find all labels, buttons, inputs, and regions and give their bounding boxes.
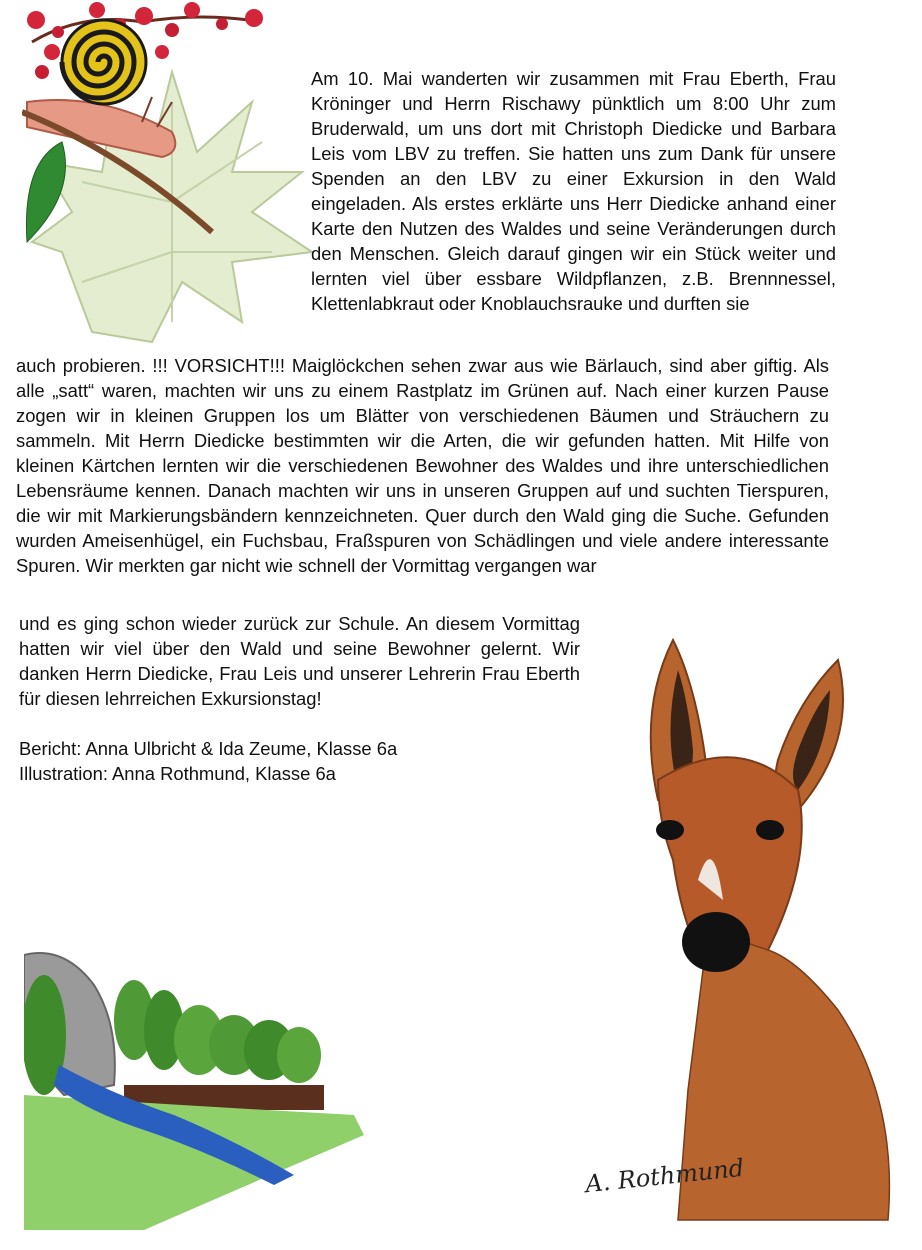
forest-river-illustration — [24, 945, 364, 1230]
credit-illustration: Illustration: Anna Rothmund, Klasse 6a — [19, 763, 336, 784]
deer-icon — [651, 640, 890, 1220]
meadow-icon — [24, 1095, 364, 1230]
article-paragraph-1: Am 10. Mai wanderten wir zusammen mit Frau Eberth, Frau Kröninger und Herrn Rischawy pünktlich um 8:00 Uhr zum Bruderwald, um uns dort mit Christoph Diedicke und Barbara Leis vom LBV zu treffen. Sie hatten uns zum Dank für unsere Spenden an den LBV zu einer Exkursion in den Wald eingeladen. Als erstes erklärte uns Herr Diedicke anhand einer Karte den Nutzen des Waldes und seine Veränderungen durch den Menschen. Gleich darauf gingen wir ein Stück weiter und lernten viel über essbare Wildpflanzen, z.B. Brennnessel, Klettenlabkraut oder Knoblauchsrauke und durften sie — [311, 68, 836, 314]
leaf-snail-illustration — [22, 2, 322, 347]
article-paragraph-3: und es ging schon wieder zurück zur Schule. An diesem Vormittag hatten wir viel über den Wald und seine Bewohner gelernt. Wir danken Herrn Diedicke, Frau Leis und unserer Lehrerin Frau Eberth für diesen lehrreichen Exkursionstag! — [19, 613, 580, 709]
artist-signature: A. Rothmund — [583, 1153, 746, 1199]
deer-illustration — [598, 630, 898, 1230]
article-paragraph-2: auch probieren. !!! VORSICHT!!! Maiglöckchen sehen zwar aus wie Bärlauch, sind aber giftig. Als alle „satt“ waren, machten wir uns zu einem Rastplatz im Grünen auf. Nach einer kurzen Pause zogen wir in kleinen Gruppen los um Blätter von verschiedenen Bäumen und Sträuchern zu sammeln. Mit Herrn Diedicke bestimmten wir die Arten, die wir gefunden hatten. Mit Hilfe von kleinen Kärtchen lernten wir die verschiedenen Bewohner des Waldes und ihre unterschiedlichen Lebensräume kennen. Danach machten wir uns in unseren Gruppen auf und suchten Tierspuren, die wir mit Markierungsbändern kennzeichneten. Quer durch den Wald ging die Suche. Gefunden wurden Ameisenhügel, ein Fuchsbau, Fraßspuren von Schädlingen und viele andere interessante Spuren. Wir merkten gar nicht wie schnell der Vormittag vergangen war — [16, 355, 829, 576]
credit-report: Bericht: Anna Ulbricht & Ida Zeume, Klasse 6a — [19, 738, 398, 759]
snail-icon — [27, 20, 175, 157]
